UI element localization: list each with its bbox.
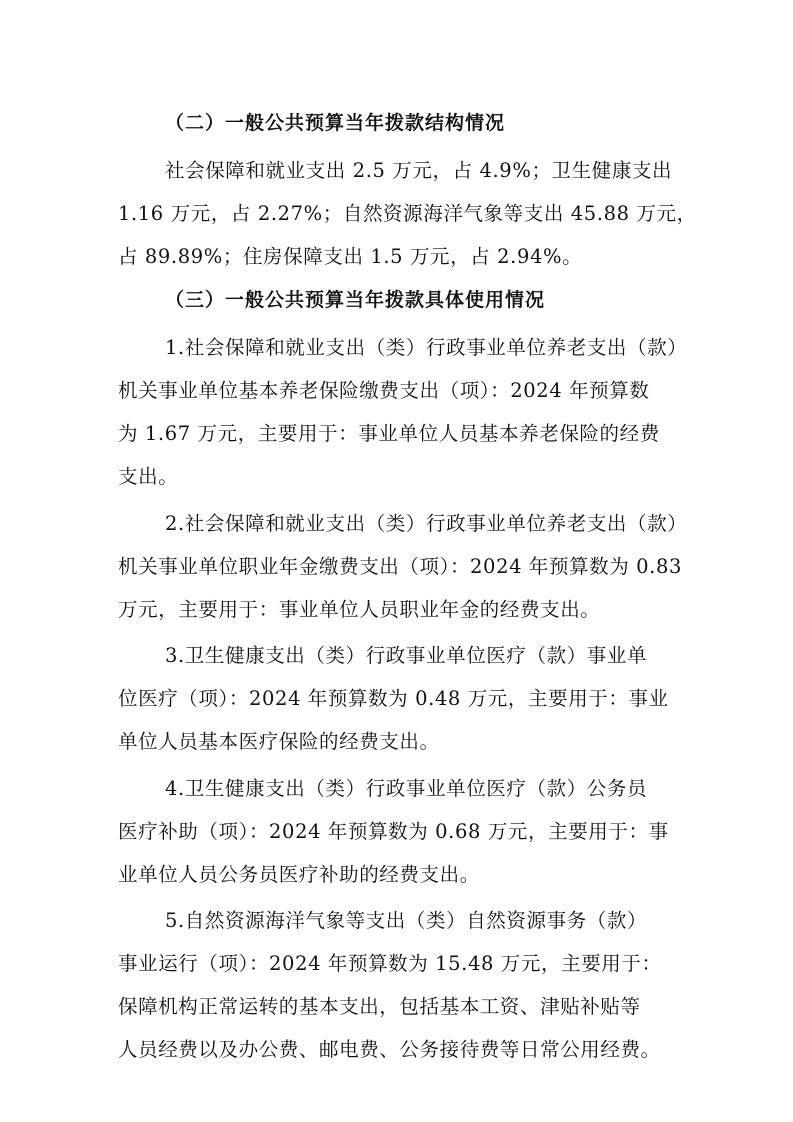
section-heading-2: （二）一般公共预算当年拨款结构情况 — [165, 112, 506, 134]
paragraph-line: 医疗补助（项）：2024 年预算数为 0.68 万元，主要用于：事 — [118, 820, 669, 843]
paragraph-line: 占 89.89%；住房保障支出 1.5 万元，占 2.94%。 — [118, 245, 583, 268]
paragraph-line: 万元，主要用于：事业单位人员职业年金的经费支出。 — [118, 598, 601, 621]
paragraph-line: 单位人员基本医疗保险的经费支出。 — [118, 730, 440, 753]
paragraph-line: 支出。 — [118, 465, 179, 488]
paragraph-line: 机关事业单位职业年金缴费支出（项）：2024 年预算数为 0.83 — [118, 555, 682, 578]
paragraph-line: 1.社会保障和就业支出（类）行政事业单位养老支出（款） — [165, 336, 688, 359]
section-heading-3: （三）一般公共预算当年拨款具体使用情况 — [165, 289, 546, 311]
paragraph-line: 保障机构正常运转的基本支出，包括基本工资、津贴补贴等 — [118, 995, 641, 1018]
paragraph-line: 事业运行（项）：2024 年预算数为 15.48 万元，主要用于： — [118, 952, 662, 975]
paragraph-line: 人员经费以及办公费、邮电费、公务接待费等日常公用经费。 — [118, 1038, 661, 1061]
paragraph-line: 机关事业单位基本养老保险缴费支出（项）：2024 年预算数 — [118, 379, 650, 402]
paragraph-line: 2.社会保障和就业支出（类）行政事业单位养老支出（款） — [165, 512, 688, 535]
paragraph-line: 5.自然资源海洋气象等支出（类）自然资源事务（款） — [165, 909, 648, 932]
paragraph-line: 为 1.67 万元，主要用于：事业单位人员基本养老保险的经费 — [118, 422, 660, 445]
paragraph-line: 4.卫生健康支出（类）行政事业单位医疗（款）公务员 — [165, 777, 648, 800]
paragraph-line: 3.卫生健康支出（类）行政事业单位医疗（款）事业单 — [165, 644, 648, 667]
paragraph-line: 1.16 万元，占 2.27%；自然资源海洋气象等支出 45.88 万元， — [118, 202, 697, 225]
paragraph-line: 位医疗（项）：2024 年预算数为 0.48 万元，主要用于：事业 — [118, 687, 669, 710]
paragraph-line: 社会保障和就业支出 2.5 万元，占 4.9%；卫生健康支出 — [165, 159, 673, 182]
paragraph-line: 业单位人员公务员医疗补助的经费支出。 — [118, 863, 480, 886]
